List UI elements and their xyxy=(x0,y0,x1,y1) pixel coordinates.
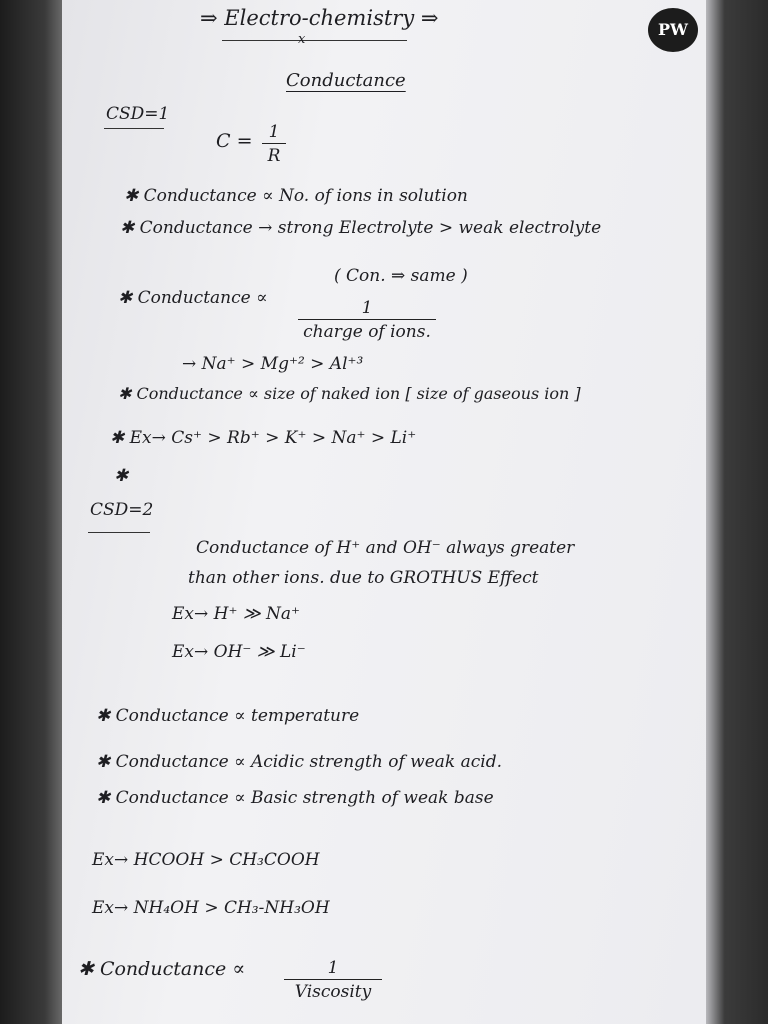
section-label-csd1: CSD=1 xyxy=(106,104,170,124)
viscosity-numerator: 1 xyxy=(284,958,382,980)
section-label-csd2: CSD=2 xyxy=(90,500,154,520)
empty-bullet: ✱ xyxy=(114,466,129,486)
viscosity-fraction xyxy=(284,958,382,1002)
grothus-line-1: Conductance of H⁺ and OH⁻ always greater xyxy=(196,538,575,558)
grothus-example-2: Ex→ OH⁻ ≫ Li⁻ xyxy=(172,642,306,662)
page-title: ⇒ Electro-chemistry ⇒ xyxy=(200,6,439,30)
bullet-charge: ✱ Conductance ∝ xyxy=(118,288,268,308)
notebook-page xyxy=(62,0,708,1024)
bullet-electrolyte: ✱ Conductance → strong Electrolyte > weak electrolyte xyxy=(120,218,602,238)
section-label-underline xyxy=(104,128,164,129)
grothus-example-1: Ex→ H⁺ ≫ Na⁺ xyxy=(172,604,301,624)
charge-example: → Na⁺ > Mg⁺² > Al⁺³ xyxy=(182,354,364,374)
notebook-spine-shadow xyxy=(0,0,64,1024)
charge-numerator: 1 xyxy=(298,298,436,320)
charge-denominator: charge of ions. xyxy=(303,322,431,342)
page-subtitle: Conductance xyxy=(286,70,406,91)
title-mark: x xyxy=(298,32,306,47)
bullet-basic: ✱ Conductance ∝ Basic strength of weak base xyxy=(96,788,494,808)
charge-fraction xyxy=(298,298,436,342)
notebook-page-edge xyxy=(706,0,768,1024)
formula-fraction xyxy=(262,122,286,166)
bullet-acidic: ✱ Conductance ∝ Acidic strength of weak acid. xyxy=(96,752,502,772)
formula-lhs: C = xyxy=(216,130,253,152)
base-example: Ex→ NH₄OH > CH₃-NH₃OH xyxy=(92,898,330,918)
size-example: ✱ Ex→ Cs⁺ > Rb⁺ > K⁺ > Na⁺ > Li⁺ xyxy=(110,428,417,448)
formula-denominator: R xyxy=(267,146,281,166)
title-underline xyxy=(222,40,407,41)
pw-logo: PW xyxy=(648,8,698,52)
section-label-underline-2 xyxy=(88,532,150,533)
grothus-line-2: than other ions. due to GROTHUS Effect xyxy=(188,568,539,588)
bullet-temperature: ✱ Conductance ∝ temperature xyxy=(96,706,360,726)
acid-example: Ex→ HCOOH > CH₃COOH xyxy=(92,850,320,870)
bullet-ions: ✱ Conductance ∝ No. of ions in solution xyxy=(124,186,468,206)
bullet-electrolyte-note: ( Con. ⇒ same ) xyxy=(334,266,468,286)
formula-numerator: 1 xyxy=(262,122,286,144)
bullet-viscosity: ✱ Conductance ∝ xyxy=(78,958,246,980)
bullet-size: ✱ Conductance ∝ size of naked ion [ size of gaseous ion ] xyxy=(118,384,581,403)
viscosity-denominator: Viscosity xyxy=(294,982,372,1002)
